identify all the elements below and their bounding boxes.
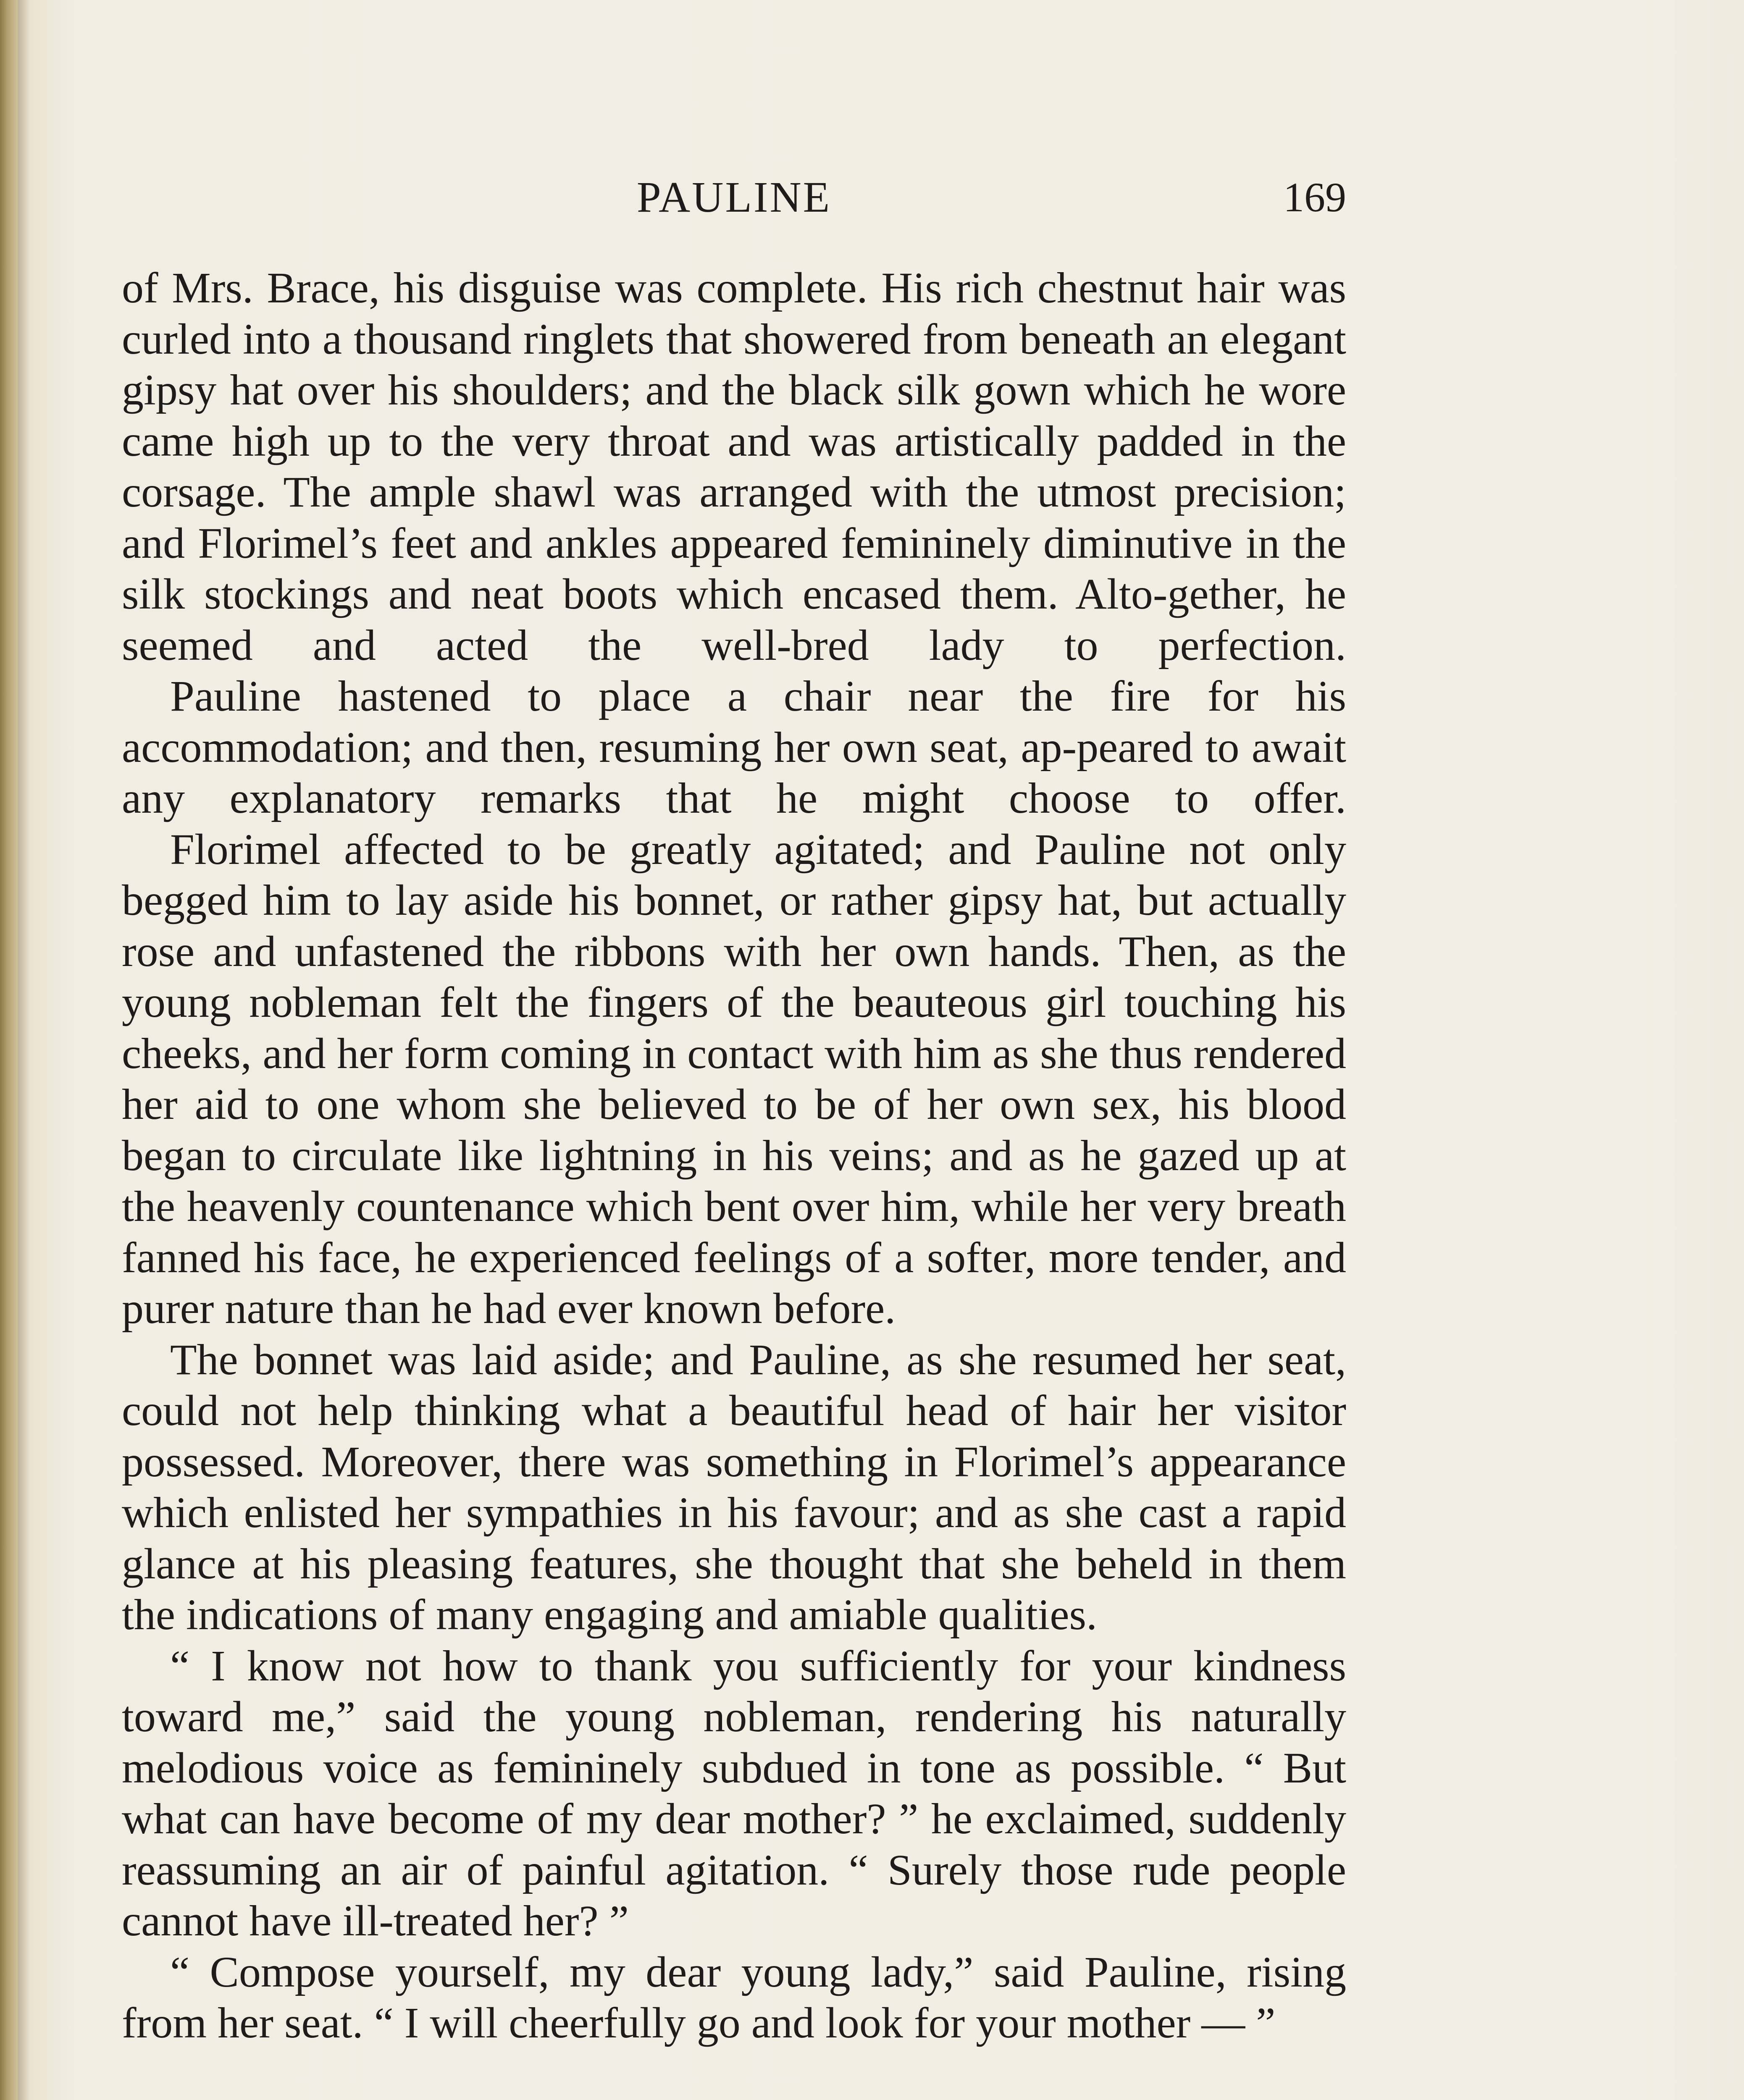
- paragraph-1: of Mrs. Brace, his disguise was complete. His rich chestnut hair was curled into a thousand ringlets that showered from beneath an elegant gipsy hat over his shoulders; and the black silk gown which he wore came high up to the very throat and was artistically padded in the corsage. The ample shawl was arranged with the utmost precision; and Florimel’s feet and ankles appeared femininely diminutive in the silk stockings and neat boots which encased them. Alto-gether, he seemed and acted the well-bred lady to perfection.: [122, 264, 1346, 669]
- page-header: [122, 168, 1346, 227]
- gutter-shadow: [18, 0, 30, 2100]
- paragraph-5: “ I know not how to thank you sufficiently for your kindness toward me,” said the young nobleman, rendering his naturally melodious voice as femininely subdued in tone as possible. “ But what can have become of my dear mother? ” he exclaimed, suddenly reassuming an air of painful agitation. “ Surely those rude people cannot have ill-treated her? ”: [122, 1641, 1346, 1945]
- running-head: PAULINE: [636, 173, 832, 221]
- paragraph-6: “ Compose yourself, my dear young lady,” said Pauline, rising from her seat. “ I will cheerfully go and look for your mother — ”: [122, 1948, 1346, 2047]
- paragraph-3: Florimel affected to be greatly agitated; and Pauline not only begged him to lay aside his bonnet, or rather gipsy hat, but actually rose and unfastened the ribbons with her own hands. Then, as the young nobleman felt the fingers of the beauteous girl touching his cheeks, and her form coming in contact with him as she thus rendered her aid to one whom she believed to be of her own sex, his blood began to circulate like lightning in his veins; and as he gazed up at the heavenly countenance which bent over him, while her very breath fanned his face, he experienced feelings of a softer, more tender, and purer nature than he had ever known before.: [122, 825, 1346, 1333]
- page-number: 169: [1283, 174, 1346, 220]
- paragraph-4: The bonnet was laid aside; and Pauline, as she resumed her seat, could not help thinking what a beautiful head of hair her visitor possessed. Moreover, there was something in Florimel’s appearance which enlisted her sympathies in his favour; and as she cast a rapid glance at his pleasing features, she thought that she beheld in them the indications of many engaging and amiable qualities.: [122, 1335, 1346, 1639]
- paragraph-2: Pauline hastened to place a chair near the fire for his accommodation; and then, resuming her own seat, ap-peared to await any explanatory remarks that he might choose to offer.: [122, 672, 1346, 822]
- book-spine-edge: [0, 0, 18, 2100]
- body-text: [122, 262, 1346, 2049]
